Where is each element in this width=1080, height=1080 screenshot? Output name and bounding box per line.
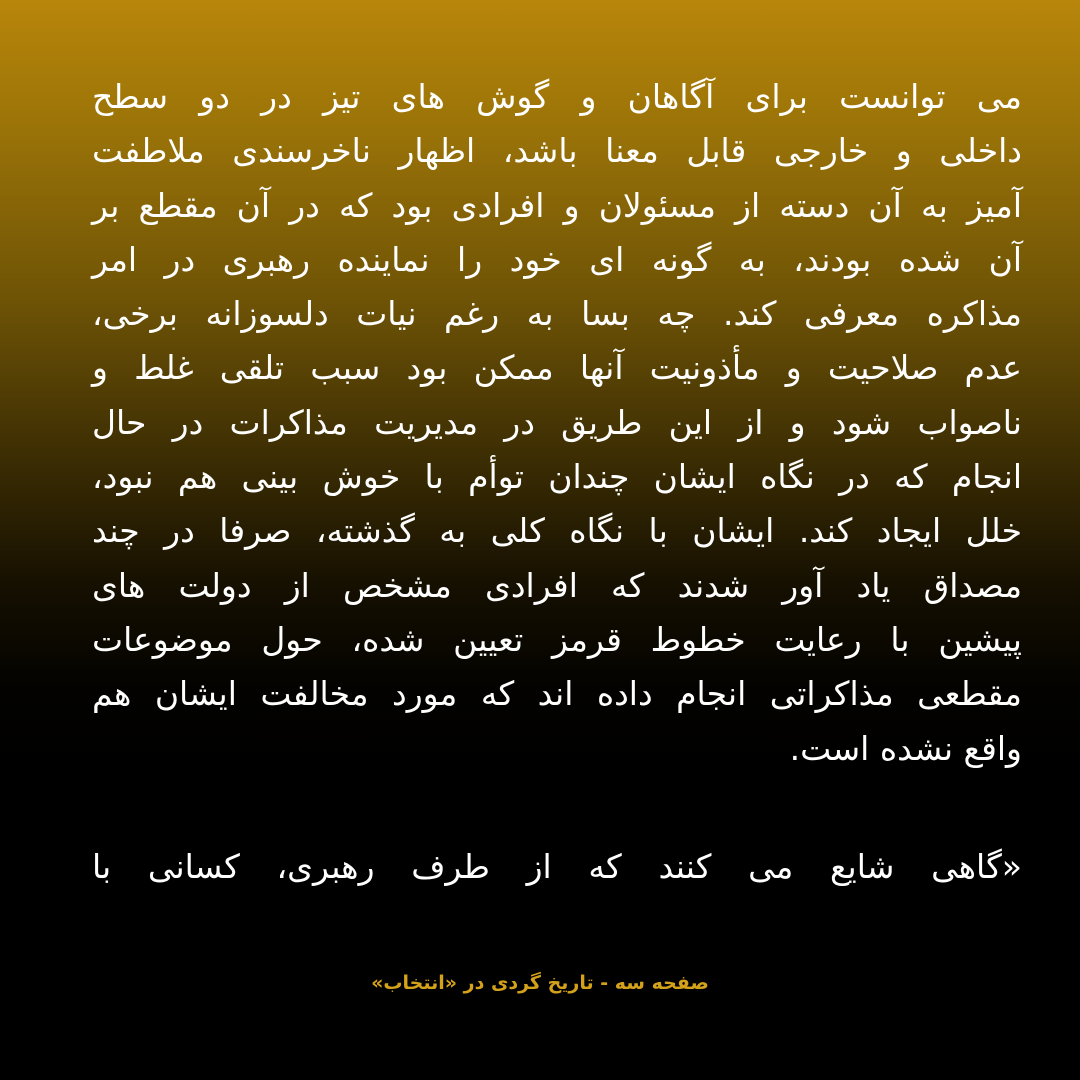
paragraph-line: مقطعی مذاکراتی انجام داده اند که مورد مخالفت ایشان هم — [92, 674, 1022, 714]
paragraph-line: ناصواب شود و از این طریق در مدیریت مذاکرات در حال — [92, 402, 1022, 442]
quote-start-line: «گاهی شایع می کنند که از طرف رهبری، کسانی با — [92, 847, 1022, 886]
paragraph-line: آمیز به آن دسته از مسئولان و افرادی بود که در آن مقطع بر — [92, 185, 1022, 225]
paragraph-line: داخلی و خارجی قابل معنا باشد، اظهار ناخرسندی ملاطفت — [92, 131, 1022, 171]
paragraph-line: می توانست برای آگاهان و گوش های تیز در دو سطح — [92, 77, 1022, 116]
paragraph-line: انجام که در نگاه ایشان چندان توأم با خوش بینی هم نبود، — [92, 457, 1022, 497]
paragraph-line: مذاکره معرفی کند. چه بسا به رغم نیات دلسوزانه برخی، — [92, 294, 1022, 334]
paragraph-line: واقع نشده است. — [789, 728, 1022, 768]
paragraph-line: پیشین با رعایت خطوط قرمز تعیین شده، حول موضوعات — [92, 619, 1022, 659]
paragraph-line: آن شده بودند، به گونه ای خود را نماینده رهبری در امر — [92, 239, 1022, 279]
paragraph-line: مصداق یاد آور شدند که افرادی مشخص از دولت های — [92, 565, 1022, 605]
paragraph-line: عدم صلاحیت و مأذونیت آنها ممکن بود سبب تلقی غلط و — [92, 348, 1022, 388]
page-caption: صفحه سه - تاریخ گردی در «انتخاب» — [371, 972, 709, 994]
body-paragraph — [92, 70, 1022, 776]
paragraph-line: خلل ایجاد کند. ایشان با نگاه کلی به گذشته، صرفا در چند — [92, 511, 1022, 551]
